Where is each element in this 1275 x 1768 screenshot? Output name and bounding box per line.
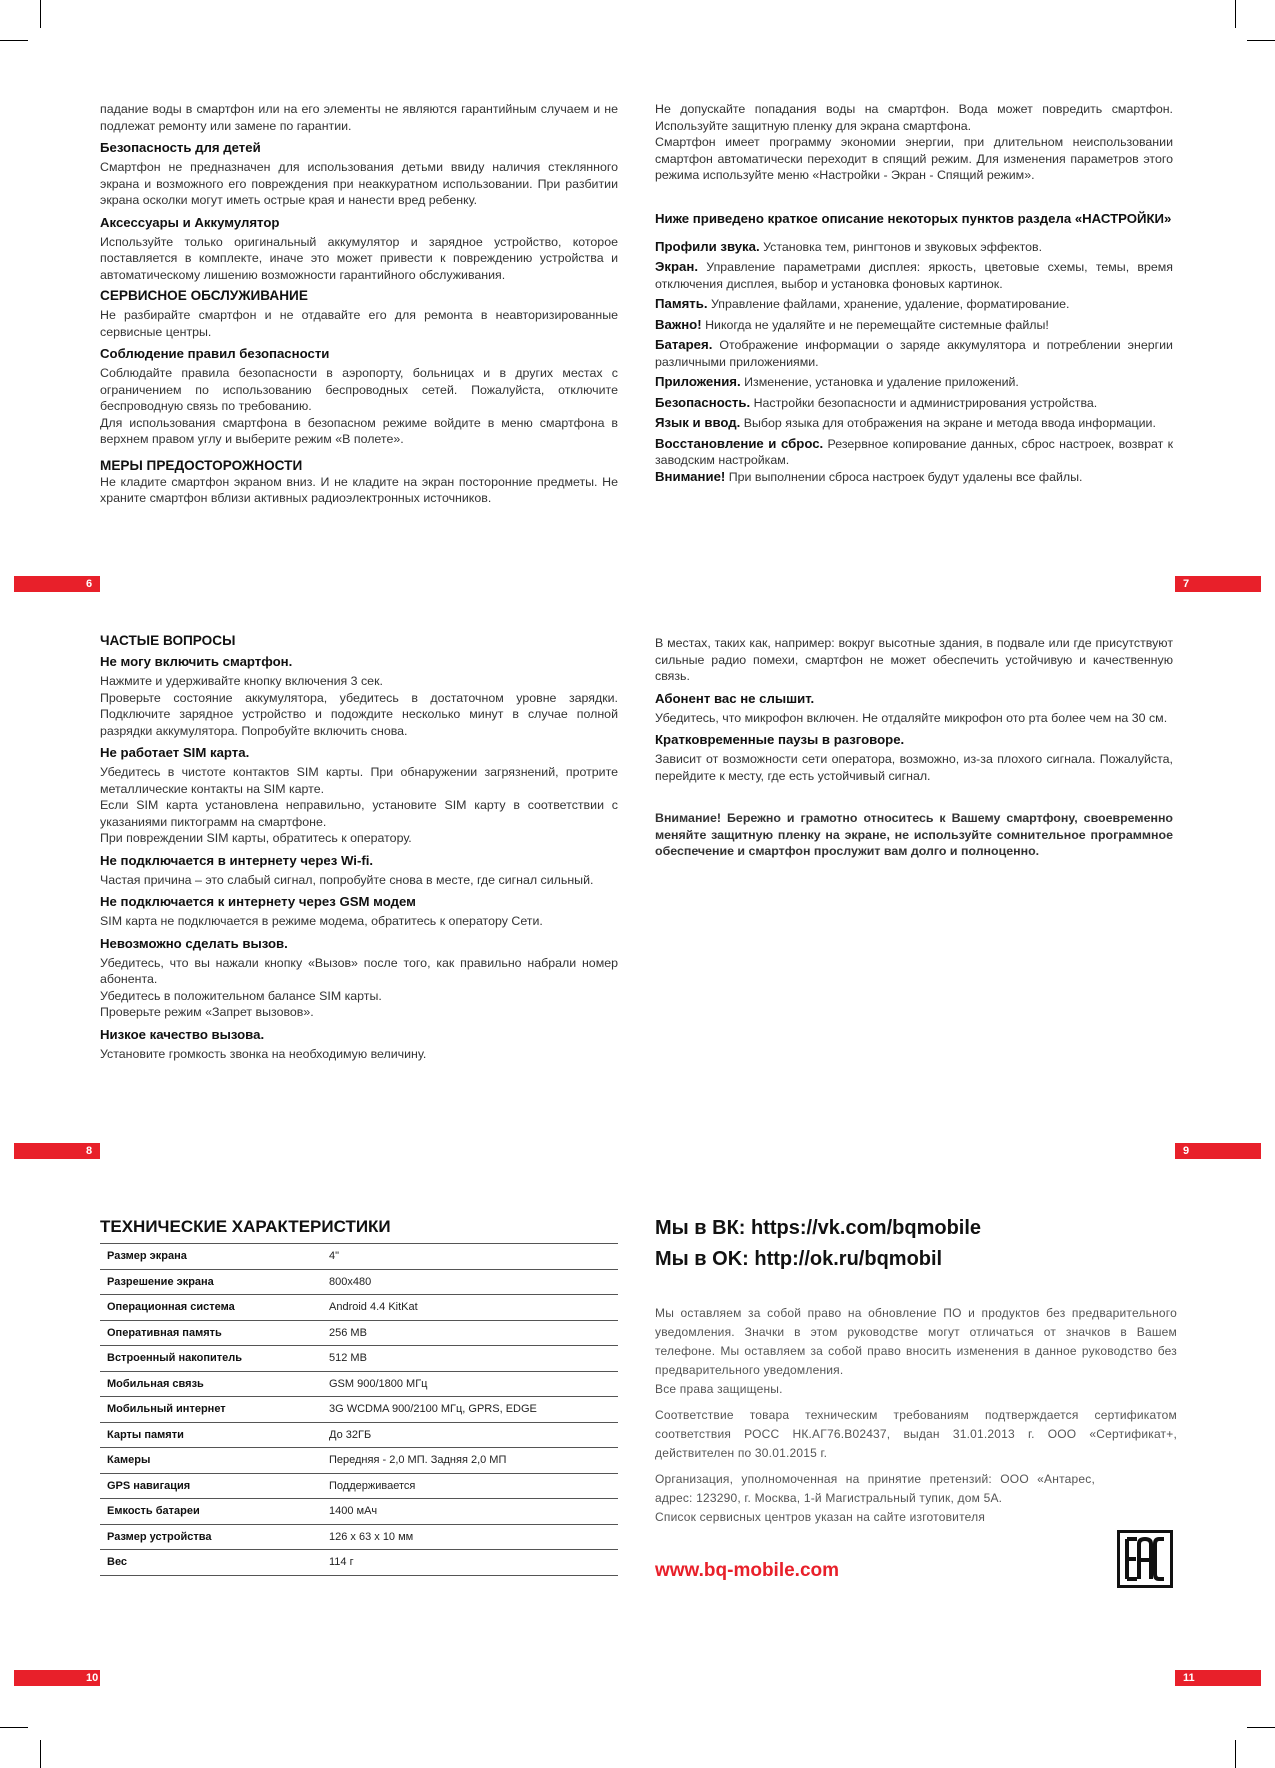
page-6-column [100,101,618,511]
spec-row [100,1550,618,1576]
faq-question: Не работает SIM карта. [100,745,250,760]
spec-value: 800x480 [322,1269,618,1295]
settings-item [655,317,1173,334]
specs-title: ТЕХНИЧЕСКИЕ ХАРАКТЕРИСТИКИ [100,1217,391,1236]
settings-item-term: Батарея. [655,337,713,352]
settings-item-term: Язык и ввод. [655,415,741,430]
faq-question: Не подключается в интернету через Wi-fi. [100,852,374,868]
settings-item-desc: Установка тем, рингтонов и звуковых эффектов. [763,239,1043,254]
settings-item-term: Безопасность. [655,394,751,410]
settings-item-desc: Отображение информации о заряде аккумулятора и потреблении энергии различными приложениями. [655,338,1173,369]
spec-value: 256 MB [322,1320,618,1346]
section-heading: СЕРВИСНОЕ ОБСЛУЖИВАНИЕ [100,288,308,303]
legal-text: Список сервисных центров указан на сайте изготовителя [655,1510,986,1524]
spec-row [100,1269,618,1295]
faq-question: Кратковременные паузы в разговоре. [655,732,905,747]
settings-item-desc: При выполнении сброса настроек будут удалены все файлы. [728,469,1083,484]
settings-item-desc: Резервное копирование данных, сброс настроек, возврат к заводским настройкам. [655,436,1173,467]
spec-label: Мобильная связь [100,1371,322,1397]
spec-row [100,1448,618,1474]
spec-label: Вес [100,1550,322,1576]
spec-label: Оперативная память [100,1320,322,1346]
spec-label: Емкость батареи [100,1499,322,1525]
section-heading: Ниже приведено краткое описание некоторых пунктов раздела «НАСТРОЙКИ» [655,210,1172,226]
settings-item [655,374,1173,391]
section-heading: Соблюдение правил безопасности [100,346,330,361]
paragraph: падание воды в смартфон или на его элементы не являются гарантийным случаем и не подлежат ремонту или замене по гарантии. [100,102,618,133]
settings-item-desc: Управление параметрами дисплея: яркость, цветовые схемы, темы, время отключения дисплея, выбор и установка фоновых картинок. [655,260,1173,291]
paragraph: Зависит от возможности сети оператора, возможно, из-за плохого сигнала. Пожалуйста, перейдите к месту, где есть устойчивый сигнал. [655,752,1173,783]
paragraph: Убедитесь в чистоте контактов SIM карты. При обнаружении загрязнений, протрите металлические контакты на SIM карте. [100,765,618,796]
paragraph: Соблюдайте правила безопасности в аэропорту, больницах и в других местах с ограничением по использованию беспроводных сетей. Пожалуйста, отключите беспроводную связь по требованию. [100,366,618,413]
faq-question: Не подключается к интернету через GSM модем [100,894,416,909]
spec-row [100,1473,618,1499]
section-heading: МЕРЫ ПРЕДОСТОРОЖНОСТИ [100,457,303,473]
paragraph: При повреждении SIM карты, обратитесь к оператору. [100,831,412,845]
paragraph: Смартфон имеет программу экономии энергии, при длительном неиспользовании смартфон автоматически переходит в спящий режим. Для изменения параметров этого режима используйте меню «Настройки - Экран - Спящий режим». [655,135,1173,182]
settings-item [655,395,1173,412]
settings-list [655,239,1173,486]
spec-row [100,1346,618,1372]
settings-item [655,259,1173,292]
spec-row [100,1499,618,1525]
paragraph: Для использования смартфона в безопасном режиме войдите в меню смартфона в верхнем правом углу и выберите режим «В полете». [100,415,618,446]
spec-label: GPS навигация [100,1473,322,1499]
settings-item [655,337,1173,370]
page-8-column [100,633,618,1066]
spec-label: Встроенный накопитель [100,1346,322,1372]
spec-label: Операционная система [100,1295,322,1321]
crop-mark [40,0,41,28]
spec-row [100,1397,618,1423]
spec-row [100,1371,618,1397]
page-number: 6 [14,576,100,592]
spec-row [100,1320,618,1346]
settings-item-desc: Настройки безопасности и администрирования устройства. [753,395,1098,410]
paragraph: Проверьте состояние аккумулятора, убедитесь в достаточном уровне зарядки. Подключите зарядное устройство и подождите несколько минут в случае полной разрядки аккумулятора. Попробуйте включить снова. [100,690,618,738]
spec-value: Android 4.4 KitKat [322,1295,618,1321]
spec-label: Размер устройства [100,1524,322,1550]
faq-question: Низкое качество вызова. [100,1026,265,1042]
spec-label: Разрешение экрана [100,1269,322,1295]
page-number: 7 [1175,576,1261,592]
spec-value: 114 г [322,1550,618,1576]
settings-item-desc: Выбор языка для отображения на экране и метода ввода информации. [743,416,1156,430]
care-notice: Внимание! Бережно и грамотно относитесь к Вашему смартфону, своевременно меняйте защитную пленку на экране, не используйте сомнительное программное обеспечение и смартфон прослужит вам долго и полноценно. [655,811,1173,858]
crop-mark [1235,0,1236,28]
crop-mark [1247,40,1275,41]
crop-mark [0,40,28,41]
faq-question: Невозможно сделать вызов. [100,935,288,951]
paragraph: SIM карта не подключается в режиме модема, обратитесь к оператору Сети. [100,914,543,928]
crop-mark [40,1740,41,1768]
faq-question: Не могу включить смартфон. [100,654,293,669]
spec-label: Размер экрана [100,1244,322,1270]
legal-text: Мы оставляем за собой право на обновление ПО и продуктов без предварительного уведомления. Значки в этом руководстве могут отличаться от значков в Вашем телефоне. Мы оставляем за собой право вносить изменения в данное руководство без предварительного уведомления. [655,1306,1177,1377]
settings-item [655,239,1173,256]
settings-item-desc: Никогда не удаляйте и не перемещайте системные файлы! [705,317,1049,332]
paragraph: В местах, таких как, например: вокруг высотные здания, в подвале или где присутствуют сильные радио помехи, смартфон не может обеспечить устойчивую и качественную связь. [655,636,1173,683]
page-number: 9 [1175,1143,1261,1159]
crop-mark [1247,1727,1275,1728]
vk-link[interactable]: Мы в ВК: https://vk.com/bqmobile [655,1217,982,1239]
paragraph: Убедитесь, что вы нажали кнопку «Вызов» после того, как правильно набрали номер абонента. [100,955,618,986]
crop-mark [0,1727,28,1728]
paragraph: Используйте только оригинальный аккумулятор и зарядное устройство, которое поставляется в комплекте, иначе это может привести к повреждению устройства и автоматическому лишению возможности гарантийного обслуживания. [100,234,618,282]
ok-link[interactable]: Мы в OK: http://ok.ru/bqmobil [655,1248,943,1270]
eac-mark-icon [1117,1530,1173,1588]
spec-value: Поддерживается [322,1473,618,1499]
spec-value: 512 MB [322,1346,618,1372]
paragraph: Не разбирайте смартфон и не отдавайте его для ремонта в неавторизированные сервисные центры. [100,308,618,339]
paragraph: Убедитесь в положительном балансе SIM карты. [100,988,382,1003]
settings-item-term: Восстановление и сброс. [655,435,824,451]
settings-item-term: Профили звука. [655,238,760,254]
settings-item [655,296,1173,313]
legal-text: Организация, уполномоченная на принятие претензий: ООО «Антарес, адрес: 123290, г. Москва, 1-й Магистральный тупик, дом 5А. [655,1472,1095,1505]
page-number: 11 [1175,1670,1261,1686]
specs-table [100,1243,618,1576]
page-number: 8 [14,1143,100,1159]
spec-row [100,1244,618,1270]
paragraph: Если SIM карта установлена неправильно, установите SIM карту в соответствии с указаниями пиктограмм на смартфоне. [100,798,618,829]
spec-label: Камеры [100,1448,322,1474]
settings-item [655,469,1173,486]
paragraph: Смартфон не предназначен для использования детьми ввиду наличия стеклянного экрана и возможного его повреждения при неаккуратном использовании. При разбитии экрана осколки могут иметь острые края и нанести вред ребенку. [100,160,618,207]
section-heading: Аксессуары и Аккумулятор [100,214,280,230]
spec-value: 4" [322,1244,618,1270]
settings-item-term: Приложения. [655,374,741,389]
settings-item-desc: Управление файлами, хранение, удаление, форматирование. [710,297,1070,311]
paragraph: Не кладите смартфон экраном вниз. И не кладите на экран посторонние предметы. Не храните смартфон вблизи активных радиоэлектронных источников. [100,474,618,505]
paragraph: Убедитесь, что микрофон включен. Не отдаляйте микрофон ото рта более чем на 30 см. [655,710,1168,725]
paragraph: Нажмите и удерживайте кнопку включения 3 сек. [100,674,383,688]
legal-block [655,1304,1177,1527]
legal-text: Соответствие товара техническим требованиям подтверждается сертификатом соответствия РОСС НК.АГ76.В02437, выдан 31.01.2013 г. ООО «Сертификат+, действителен по 30.01.2015 г. [655,1408,1177,1460]
paragraph: Проверьте режим «Запрет вызовов». [100,1005,314,1019]
paragraph: Установите громкость звонка на необходимую величину. [100,1046,427,1061]
paragraph: Частая причина – это слабый сигнал, попробуйте снова в месте, где сигнал сильный. [100,872,594,887]
spec-value: 3G WCDMA 900/2100 МГц, GPRS, EDGE [322,1397,618,1423]
spec-row [100,1422,618,1448]
spec-label: Мобильный интернет [100,1397,322,1423]
settings-item [655,415,1173,432]
settings-item-term: Память. [655,296,708,311]
crop-mark [1235,1740,1236,1768]
page-number: 10 [14,1670,100,1686]
spec-label: Карты памяти [100,1422,322,1448]
section-heading: Безопасность для детей [100,140,261,155]
page-7-column [655,101,1173,489]
spec-value: Передняя - 2,0 МП. Задняя 2,0 МП [322,1448,618,1474]
settings-item-term: Внимание! [655,468,726,484]
faq-question: Абонент вас не слышит. [655,690,815,706]
spec-value: GSM 900/1800 МГц [322,1371,618,1397]
spec-value: 126 x 63 x 10 мм [322,1524,618,1550]
settings-item [655,436,1173,469]
settings-item-term: Важно! [655,316,702,332]
spec-row [100,1524,618,1550]
page-9-column [655,635,1173,864]
paragraph: Не допускайте попадания воды на смартфон. Вода может повредить смартфон. Используйте защитную пленку для экрана смартфона. [655,102,1173,133]
spec-row [100,1295,618,1321]
settings-item-term: Экран. [655,259,699,274]
website-link[interactable]: www.bq-mobile.com [655,1560,840,1581]
section-title: ЧАСТЫЕ ВОПРОСЫ [100,633,236,648]
settings-item-desc: Изменение, установка и удаление приложений. [744,375,1019,389]
spec-value: До 32ГБ [322,1422,618,1448]
spec-value: 1400 мАч [322,1499,618,1525]
legal-text: Все права защищены. [655,1382,783,1396]
